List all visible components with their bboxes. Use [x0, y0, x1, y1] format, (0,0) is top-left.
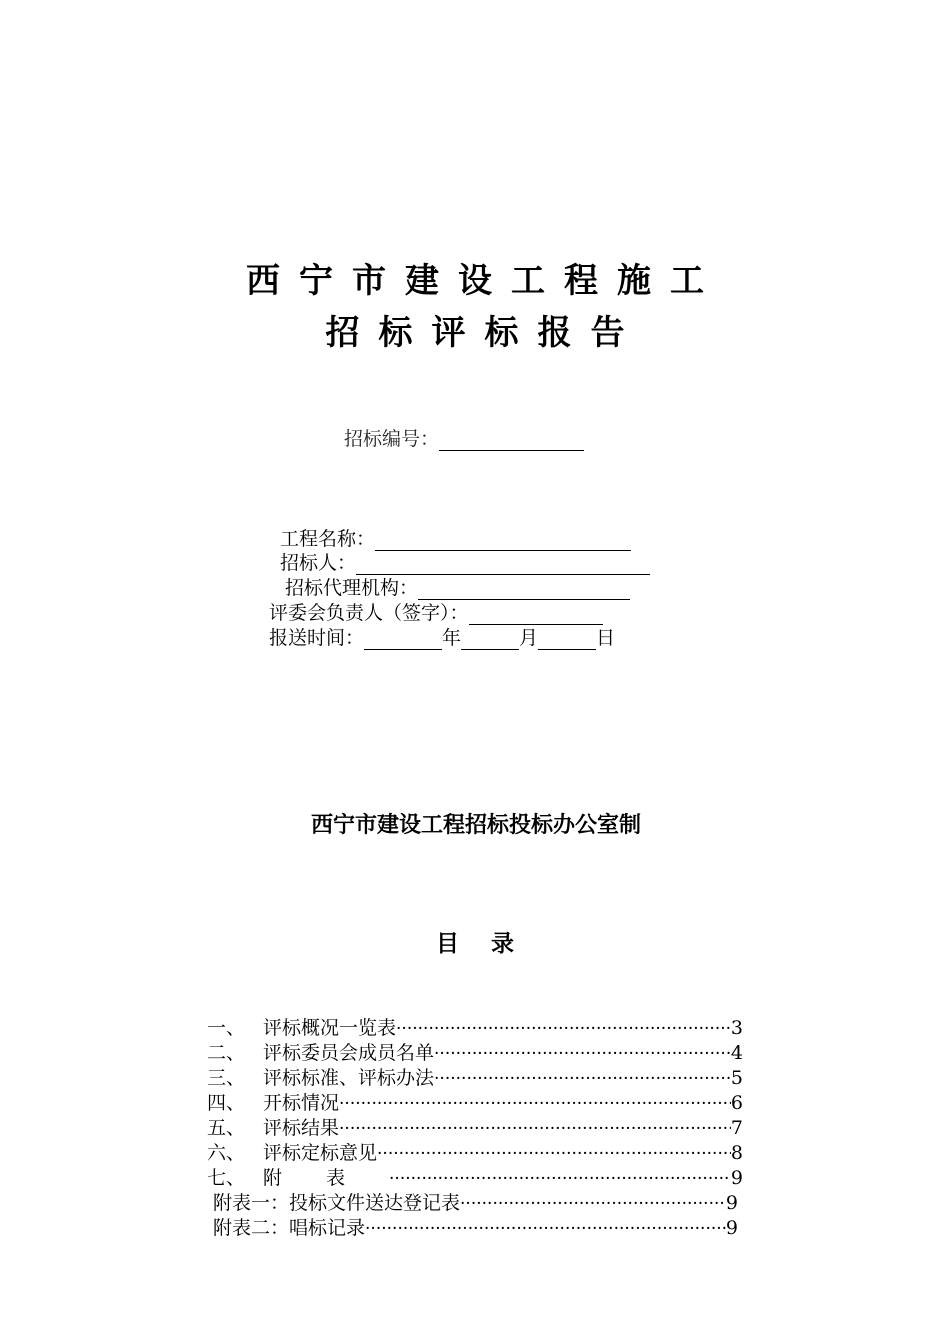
year-label: 年 [442, 627, 462, 649]
issuer-text: 西宁市建设工程招标投标办公室制 [310, 812, 641, 838]
toc-leader-dots [377, 1144, 731, 1164]
toc-leader-dots [434, 1069, 731, 1089]
toc-item-label: 附表二：唱标记录 [213, 1217, 366, 1239]
day-label: 日 [596, 627, 616, 649]
toc-item-label: 附表 [263, 1167, 390, 1189]
month-label: 月 [519, 627, 539, 649]
toc-item[interactable] [207, 1063, 743, 1088]
toc-item-number: 六、 [207, 1142, 246, 1164]
toc-item-number: 七、 [207, 1167, 246, 1189]
toc-leader-dots [460, 1194, 726, 1214]
toc-title: 目录 [436, 930, 546, 957]
year-blank[interactable] [364, 629, 442, 650]
toc-item-label: 评标定标意见 [263, 1142, 378, 1164]
toc-item-page: 7 [730, 1117, 743, 1139]
toc-leader-dots [365, 1219, 726, 1239]
toc-item[interactable] [207, 1163, 743, 1188]
month-blank[interactable] [461, 629, 519, 650]
toc-item-label: 评标委员会成员名单 [263, 1042, 435, 1064]
toc-item[interactable] [207, 1113, 743, 1138]
toc-item-label: 评标结果 [263, 1117, 340, 1139]
agency-field [285, 573, 630, 600]
toc-item-number: 一、 [207, 1017, 246, 1039]
agency-blank[interactable] [418, 579, 630, 600]
toc-item[interactable] [213, 1188, 738, 1213]
toc-leader-dots [396, 1019, 731, 1039]
toc-item-label: 评标标准、评标办法 [263, 1067, 435, 1089]
bid-number-field [344, 424, 584, 451]
toc-leader-dots [339, 1094, 731, 1114]
committee-head-field [269, 598, 603, 625]
tenderer-blank[interactable] [356, 554, 650, 575]
tenderer-label: 招标人： [280, 552, 357, 574]
toc-item-number: 二、 [207, 1042, 246, 1064]
toc-item-page: 5 [730, 1067, 743, 1089]
toc-item[interactable] [207, 1038, 743, 1063]
agency-label: 招标代理机构： [285, 577, 419, 599]
toc-leader-dots [434, 1044, 731, 1064]
project-name-label: 工程名称： [280, 528, 376, 550]
toc-item-page: 9 [725, 1217, 738, 1239]
toc-item[interactable] [207, 1013, 743, 1038]
toc-leader-dots [389, 1169, 731, 1189]
toc-item-page: 4 [730, 1042, 743, 1064]
toc-item-page: 3 [730, 1017, 743, 1039]
toc-leader-dots [339, 1119, 731, 1139]
title-line-1: 西宁市建设工程施工 [246, 261, 723, 301]
toc-item-number: 三、 [207, 1067, 246, 1089]
toc-item-page: 9 [730, 1167, 743, 1189]
toc-item[interactable] [207, 1088, 743, 1113]
toc-item-page: 8 [730, 1142, 743, 1164]
toc-item-label: 开标情况 [263, 1092, 340, 1114]
title-line-2: 招标评标报告 [325, 313, 644, 353]
toc-item-page: 9 [725, 1192, 738, 1214]
toc-item-label: 评标概况一览表 [263, 1017, 397, 1039]
toc-item-number: 五、 [207, 1117, 246, 1139]
committee-head-label: 评委会负责人（签字）： [269, 602, 469, 624]
submit-time-field [269, 623, 615, 650]
toc-item-page: 6 [730, 1092, 743, 1114]
toc-item[interactable] [207, 1138, 743, 1163]
committee-head-blank[interactable] [469, 604, 603, 625]
toc-item[interactable] [213, 1213, 738, 1238]
project-name-field [280, 524, 631, 551]
day-blank[interactable] [538, 629, 596, 650]
submit-time-label: 报送时间： [269, 627, 365, 649]
toc-item-number: 四、 [207, 1092, 246, 1114]
toc-item-label: 附表一：投标文件送达登记表 [213, 1192, 461, 1214]
bid-number-blank[interactable] [439, 430, 584, 451]
tenderer-field [280, 548, 650, 575]
bid-number-label: 招标编号： [344, 428, 440, 450]
